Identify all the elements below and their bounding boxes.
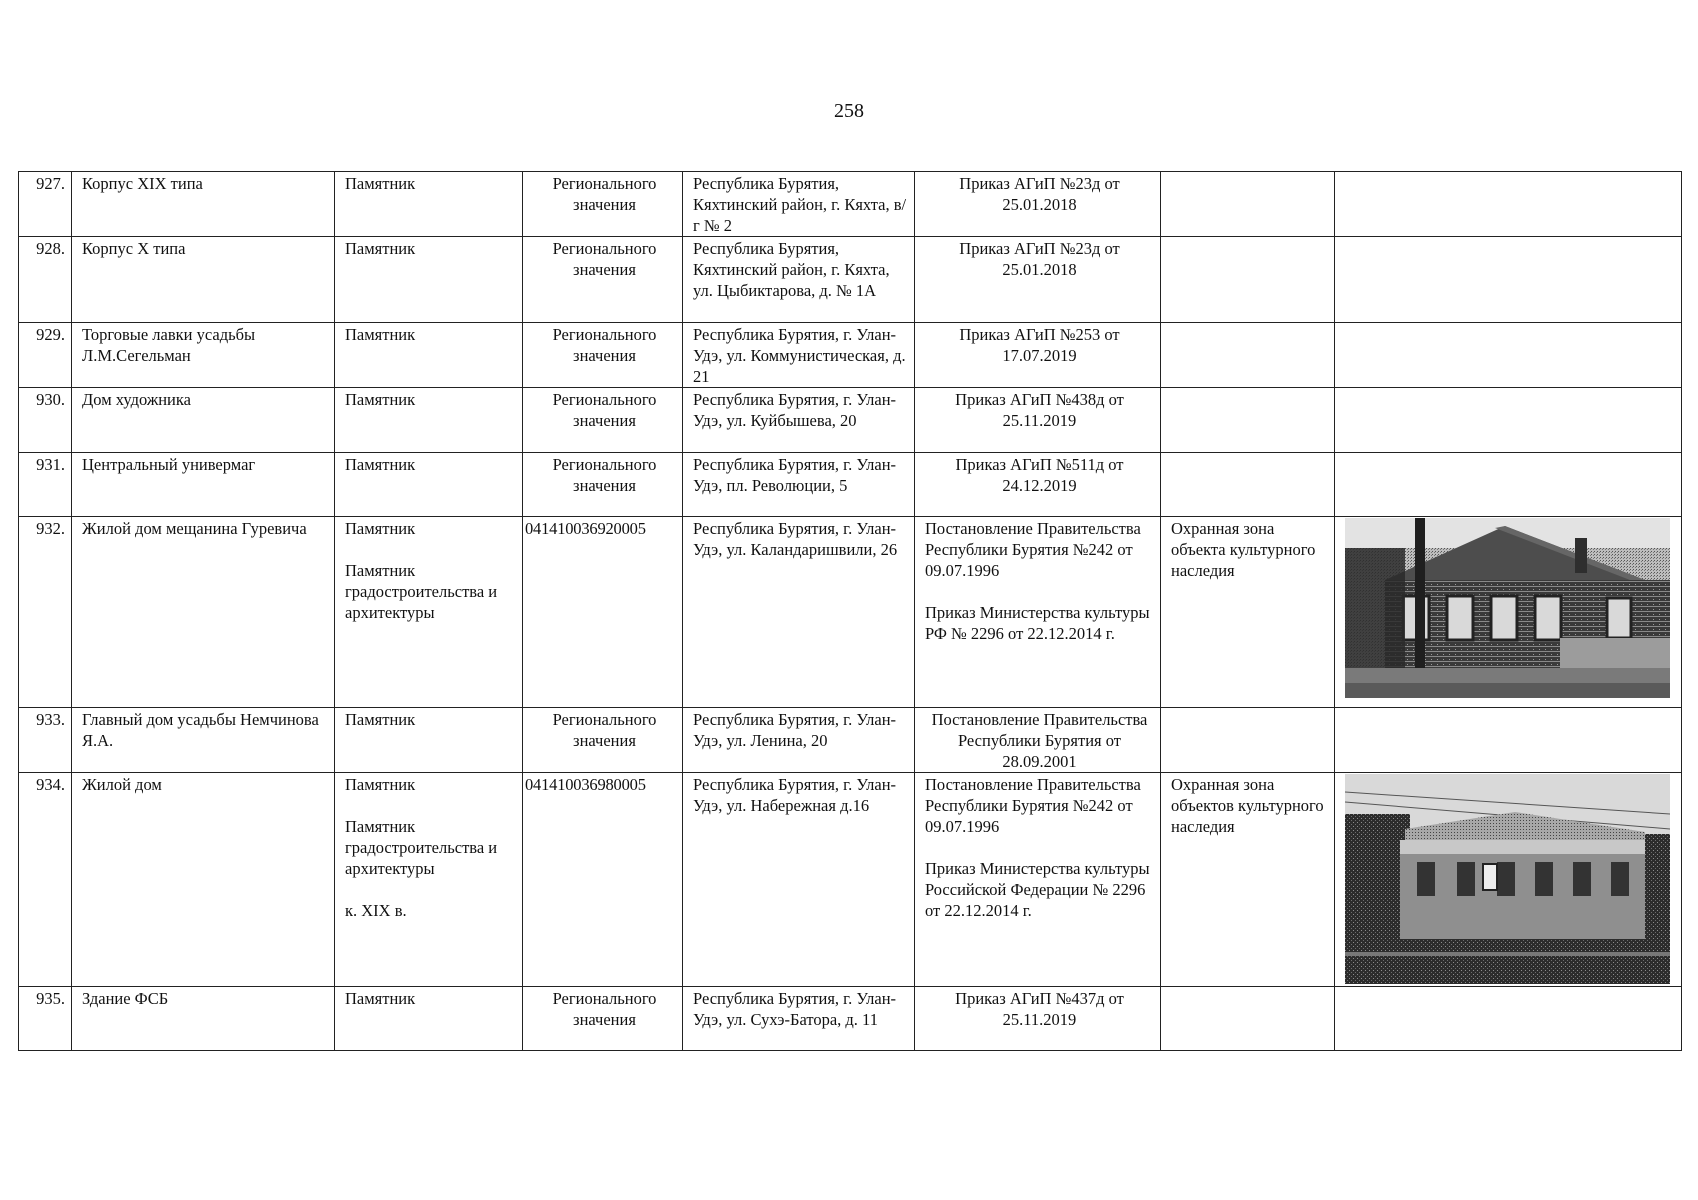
table-row bbox=[19, 323, 1682, 388]
document: Приказ АГиП №23д от 25.01.2018 bbox=[915, 172, 1161, 237]
page-number: 258 bbox=[834, 100, 864, 122]
heritage-registry-table bbox=[18, 171, 1682, 1051]
photo-cell bbox=[1335, 453, 1682, 517]
significance: Регионального значения bbox=[523, 237, 683, 323]
photo-cell bbox=[1335, 708, 1682, 773]
significance: Регионального значения bbox=[523, 172, 683, 237]
document: Постановление Правительства Республики Бурятия от 28.09.2001 bbox=[915, 708, 1161, 773]
significance: Регионального значения bbox=[523, 987, 683, 1051]
object-category: Памятник Памятник градостроительства и архитектуры bbox=[335, 517, 523, 708]
object-name: Главный дом усадьбы Немчинова Я.А. bbox=[72, 708, 335, 773]
table-row bbox=[19, 517, 1682, 708]
significance: Регионального значения bbox=[523, 388, 683, 453]
photo-cell bbox=[1335, 517, 1682, 708]
document: Приказ АГиП №511д от 24.12.2019 bbox=[915, 453, 1161, 517]
object-category: Памятник bbox=[335, 237, 523, 323]
object-category: Памятник bbox=[335, 388, 523, 453]
object-category: Памятник bbox=[335, 453, 523, 517]
protection-zone bbox=[1161, 237, 1335, 323]
document: Приказ АГиП №23д от 25.01.2018 bbox=[915, 237, 1161, 323]
object-name: Жилой дом мещанина Гуревича bbox=[72, 517, 335, 708]
protection-zone: Охранная зона объекта культурного наследия bbox=[1161, 517, 1335, 708]
object-name: Корпус XIX типа bbox=[72, 172, 335, 237]
row-number: 931. bbox=[19, 453, 72, 517]
object-name: Торговые лавки усадьбы Л.М.Сегельман bbox=[72, 323, 335, 388]
table-row bbox=[19, 708, 1682, 773]
row-number: 930. bbox=[19, 388, 72, 453]
protection-zone bbox=[1161, 172, 1335, 237]
object-category: Памятник bbox=[335, 172, 523, 237]
significance: Регионального значения bbox=[523, 708, 683, 773]
document: Постановление Правительства Республики Бурятия №242 от 09.07.1996 Приказ Министерства культуры РФ № 2296 от 22.12.2014 г. bbox=[915, 517, 1161, 708]
protection-zone bbox=[1161, 708, 1335, 773]
address: Республика Бурятия, г. Улан-Удэ, ул. Ленина, 20 bbox=[683, 708, 915, 773]
table-row bbox=[19, 773, 1682, 987]
table-row bbox=[19, 987, 1682, 1051]
table-row bbox=[19, 237, 1682, 323]
document: Приказ АГиП №437д от 25.11.2019 bbox=[915, 987, 1161, 1051]
brick-house-photo bbox=[1345, 774, 1670, 984]
protection-zone bbox=[1161, 987, 1335, 1051]
object-category: Памятник bbox=[335, 708, 523, 773]
object-category: Памятник bbox=[335, 323, 523, 388]
address: Республика Бурятия, г. Улан-Удэ, пл. Революции, 5 bbox=[683, 453, 915, 517]
protection-zone bbox=[1161, 323, 1335, 388]
protection-zone: Охранная зона объектов культурного наследия bbox=[1161, 773, 1335, 987]
address: Республика Бурятия, Кяхтинский район, г. Кяхта, ул. Цыбиктарова, д. № 1А bbox=[683, 237, 915, 323]
row-number: 929. bbox=[19, 323, 72, 388]
federal-registry-code: 041410036920005 bbox=[523, 517, 683, 708]
photo-cell bbox=[1335, 773, 1682, 987]
significance: Регионального значения bbox=[523, 323, 683, 388]
object-name: Дом художника bbox=[72, 388, 335, 453]
document: Постановление Правительства Республики Бурятия №242 от 09.07.1996 Приказ Министерства культуры Российской Федерации № 2296 от 22.12.2014 г. bbox=[915, 773, 1161, 987]
address: Республика Бурятия, г. Улан-Удэ, ул. Куйбышева, 20 bbox=[683, 388, 915, 453]
protection-zone bbox=[1161, 388, 1335, 453]
address: Республика Бурятия, г. Улан-Удэ, ул. Каландаришвили, 26 bbox=[683, 517, 915, 708]
table-row bbox=[19, 172, 1682, 237]
address: Республика Бурятия, г. Улан-Удэ, ул. Сухэ-Батора, д. 11 bbox=[683, 987, 915, 1051]
object-name: Корпус X типа bbox=[72, 237, 335, 323]
photo-cell bbox=[1335, 237, 1682, 323]
row-number: 932. bbox=[19, 517, 72, 708]
federal-registry-code: 041410036980005 bbox=[523, 773, 683, 987]
row-number: 935. bbox=[19, 987, 72, 1051]
object-name: Здание ФСБ bbox=[72, 987, 335, 1051]
object-name: Жилой дом bbox=[72, 773, 335, 987]
protection-zone bbox=[1161, 453, 1335, 517]
address: Республика Бурятия, Кяхтинский район, г. Кяхта, в/г № 2 bbox=[683, 172, 915, 237]
photo-cell bbox=[1335, 987, 1682, 1051]
photo-cell bbox=[1335, 323, 1682, 388]
row-number: 928. bbox=[19, 237, 72, 323]
object-category: Памятник bbox=[335, 987, 523, 1051]
address: Республика Бурятия, г. Улан-Удэ, ул. Набережная д.16 bbox=[683, 773, 915, 987]
row-number: 933. bbox=[19, 708, 72, 773]
table-row bbox=[19, 388, 1682, 453]
photo-cell bbox=[1335, 388, 1682, 453]
wooden-house-photo bbox=[1345, 518, 1670, 698]
photo-cell bbox=[1335, 172, 1682, 237]
table-row bbox=[19, 453, 1682, 517]
row-number: 927. bbox=[19, 172, 72, 237]
row-number: 934. bbox=[19, 773, 72, 987]
object-name: Центральный универмаг bbox=[72, 453, 335, 517]
object-category: Памятник Памятник градостроительства и архитектуры к. XIX в. bbox=[335, 773, 523, 987]
address: Республика Бурятия, г. Улан-Удэ, ул. Коммунистическая, д. 21 bbox=[683, 323, 915, 388]
document: Приказ АГиП №438д от 25.11.2019 bbox=[915, 388, 1161, 453]
document: Приказ АГиП №253 от 17.07.2019 bbox=[915, 323, 1161, 388]
significance: Регионального значения bbox=[523, 453, 683, 517]
